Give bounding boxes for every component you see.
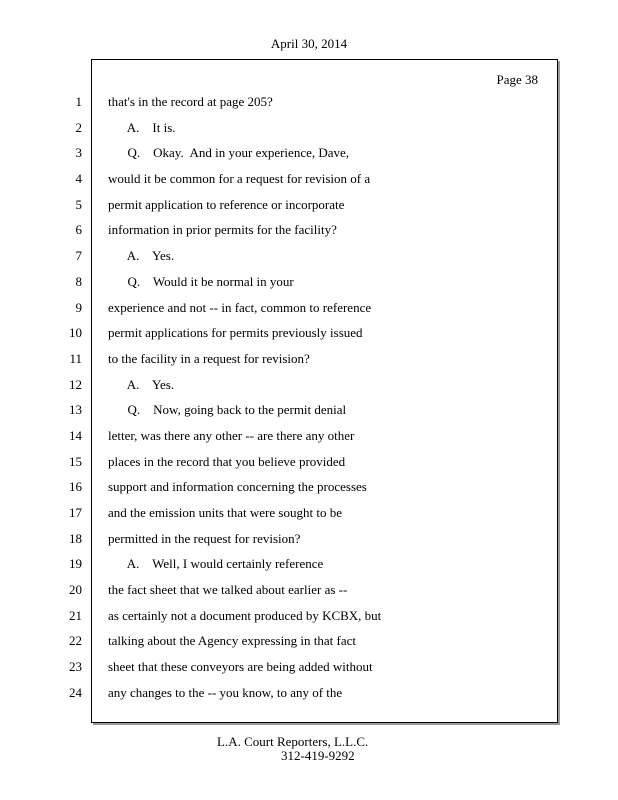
transcript-line: support and information concerning the processes [108,479,367,495]
line-number: 13 [69,402,82,418]
transcript-line: permit application to reference or incorporate [108,196,345,212]
line-number: 10 [69,325,82,341]
transcript-line: talking about the Agency expressing in that fact [108,633,357,649]
line-number: 1 [75,94,82,109]
transcript-text-column [108,93,548,710]
line-number: 12 [69,376,82,392]
line-number: 21 [69,607,82,623]
line-number: 6 [75,222,82,238]
line-number: 4 [75,171,82,187]
line-number: 8 [75,273,82,289]
transcript-line: the fact sheet that we talked about earlier as -- [108,582,348,598]
transcript-line: would it be common for a request for revision of a [108,171,371,187]
line-number: 3 [75,145,82,161]
line-number: 20 [69,582,82,598]
page-number-label: Page 38 [496,72,538,87]
line-number: 22 [69,633,82,649]
transcript-date: April 30, 2014 [270,36,348,51]
transcript-line: any changes to the -- you know, to any of the [108,684,343,700]
line-number: 5 [75,196,82,212]
transcript-line: places in the record that you believe provided [108,453,346,469]
line-number: 11 [69,350,82,366]
line-number: 17 [69,505,82,520]
court-reporter-name: L.A. Court Reporters, L.L.C. [217,734,369,749]
transcript-line: experience and not -- in fact, common to reference [108,299,372,315]
transcript-line: A. Yes. [108,376,175,392]
transcript-line: letter, was there any other -- are there any other [108,427,355,443]
line-number-column [0,93,82,710]
transcript-line: Q. Now, going back to the permit denial [108,402,347,418]
transcript-line: as certainly not a document produced by KCBX, but [108,607,382,623]
transcript-line: A. Yes. [108,248,175,264]
transcript-line: permitted in the request for revision? [108,530,301,546]
transcript-line: Q. Okay. And in your experience, Dave, [108,145,350,161]
transcript-line: and the emission units that were sought to be [108,505,342,520]
transcript-line: information in prior permits for the facility? [108,222,337,238]
transcript-line: A. It is. [108,119,176,135]
transcript-line: to the facility in a request for revision? [108,350,310,366]
line-number: 23 [69,659,82,675]
line-number: 19 [69,556,82,572]
line-number: 18 [69,530,82,546]
line-number: 16 [69,479,82,495]
line-number: 2 [75,119,82,135]
line-number: 14 [69,427,82,443]
transcript-line: permit applications for permits previously issued [108,325,363,341]
court-reporter-phone: 312-419-9292 [281,748,355,763]
transcript-line: A. Well, I would certainly reference [108,556,324,572]
transcript-line: that's in the record at page 205? [108,94,273,109]
line-number: 9 [75,299,82,315]
transcript-line: sheet that these conveyors are being added without [108,659,373,675]
line-number: 24 [69,684,82,700]
line-number: 15 [69,453,82,469]
line-number: 7 [75,248,82,264]
transcript-line: Q. Would it be normal in your [108,273,294,289]
